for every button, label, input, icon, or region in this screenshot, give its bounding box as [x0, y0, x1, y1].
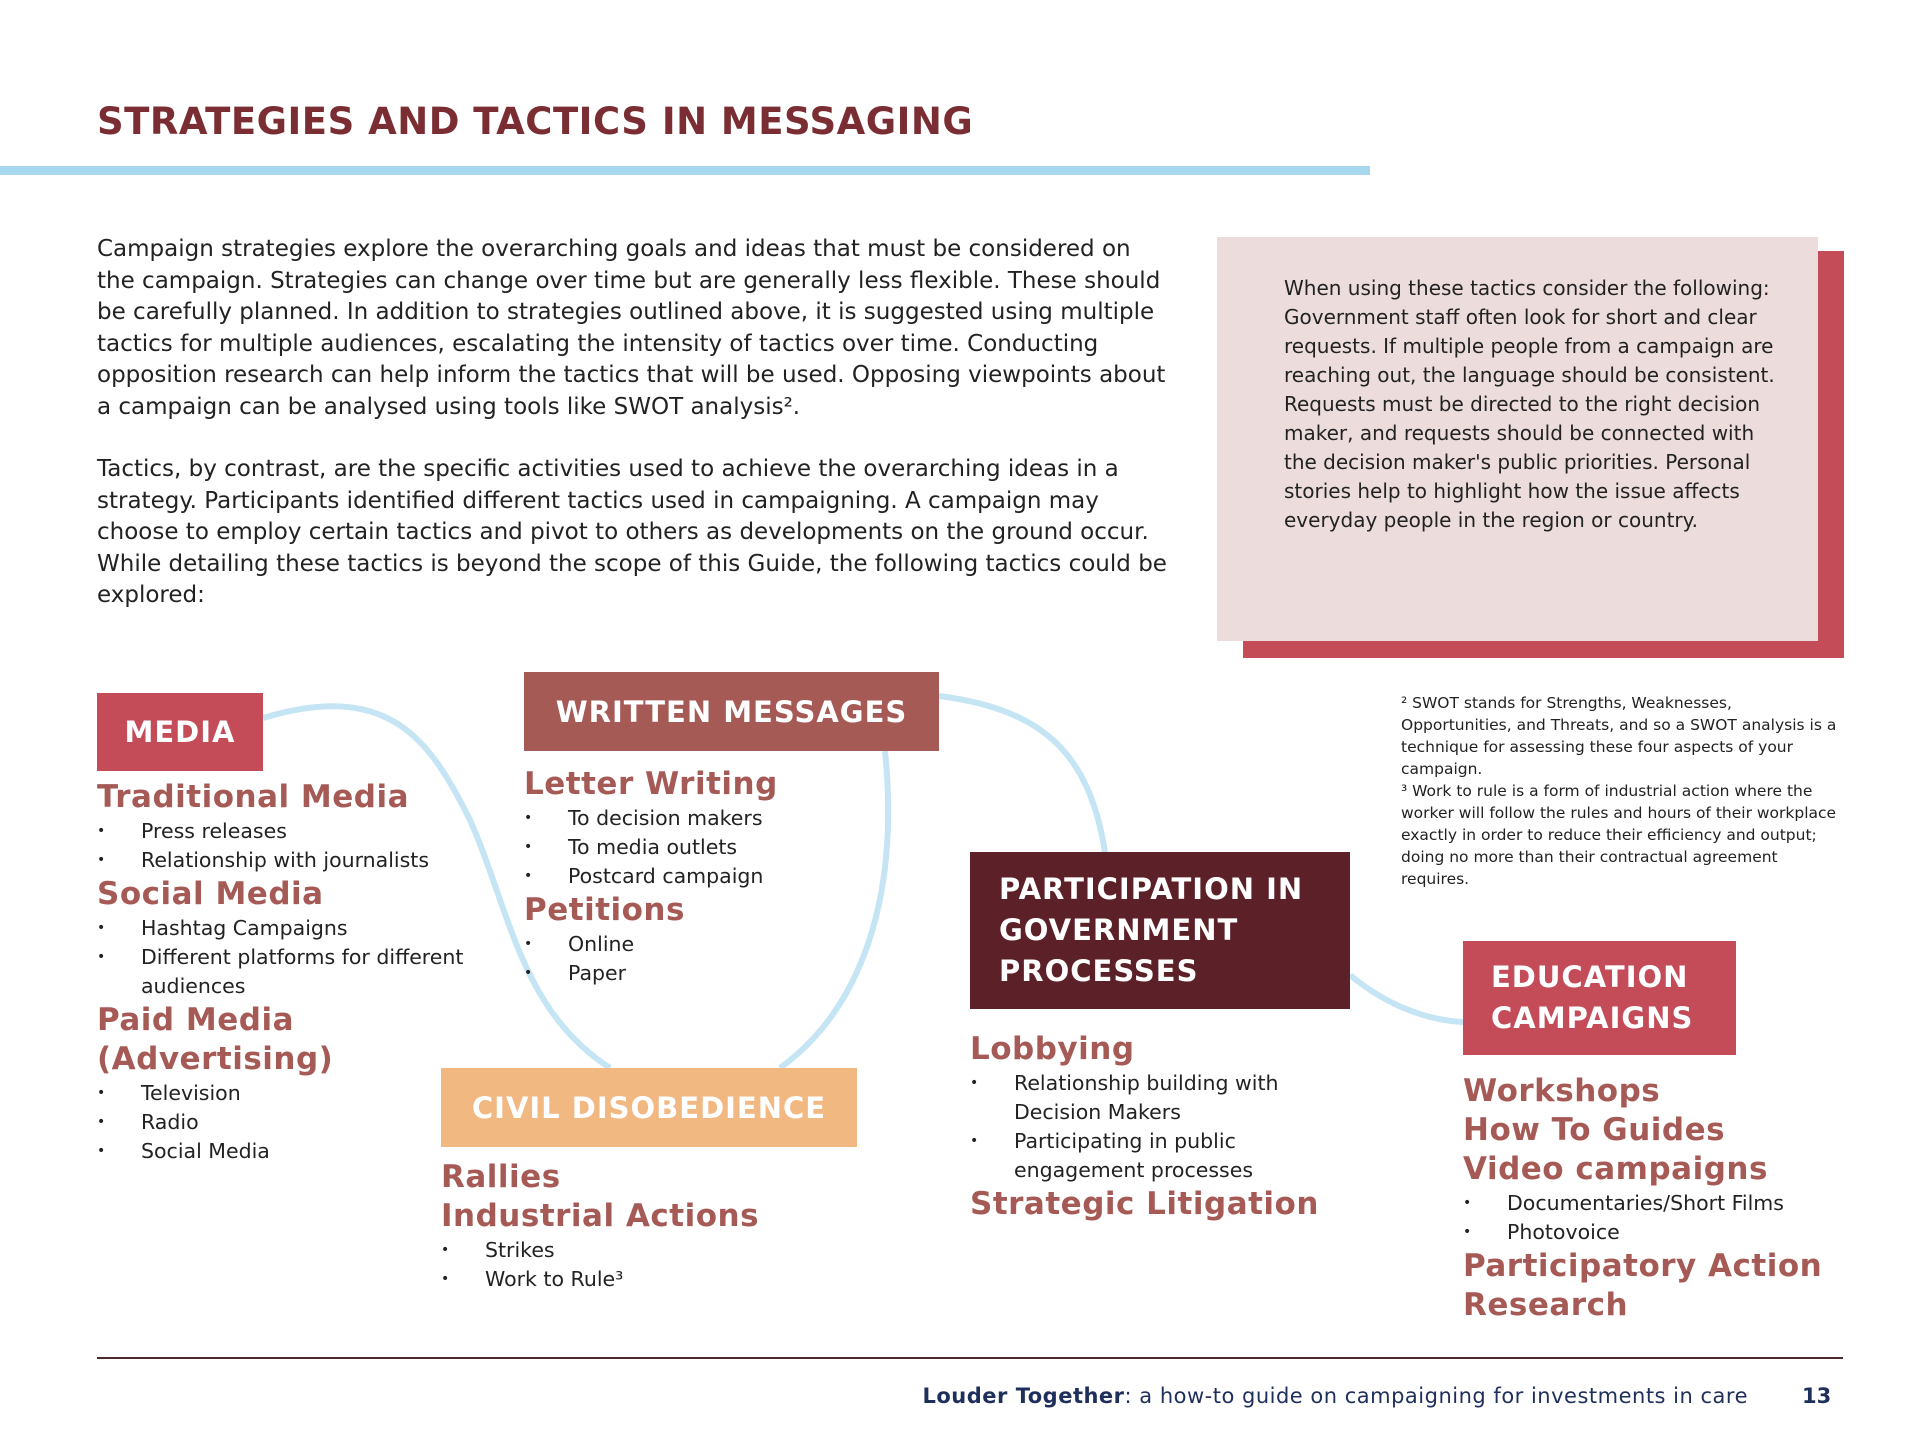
- education-section: [1463, 1072, 1863, 1325]
- footer-rule: [97, 1357, 1843, 1359]
- letter-writing-title: Letter Writing: [524, 766, 778, 802]
- participation-heading-line-2: GOVERNMENT: [999, 913, 1239, 947]
- list-item: • Relationship with journalists: [97, 846, 477, 875]
- list-item: • Relationship building with Decision Makers: [970, 1069, 1320, 1127]
- civil-disobedience-heading: CIVIL DISOBEDIENCE: [471, 1090, 827, 1125]
- video-campaigns-list: [1463, 1189, 1863, 1247]
- traditional-media-title: Traditional Media: [97, 779, 410, 815]
- footer-guide-subtitle: : a how-to guide on campaigning for investments in care: [1124, 1384, 1748, 1408]
- civil-disobedience-section: [441, 1158, 861, 1294]
- strategic-litigation-title: Strategic Litigation: [970, 1186, 1319, 1222]
- list-item: • Social Media: [97, 1137, 477, 1166]
- list-item: • Strikes: [441, 1236, 861, 1265]
- connector-written-participation: [939, 696, 1105, 852]
- footnote-2: ² SWOT stands for Strengths, Weaknesses, Opportunities, and Threats, and so a SWOT analysis is a technique for assessing these four aspects of your campaign.: [1401, 694, 1837, 778]
- video-campaigns-title: Video campaigns: [1463, 1151, 1768, 1187]
- list-item: • Press releases: [97, 817, 477, 846]
- social-media-list: [97, 914, 477, 1001]
- written-messages-section: [524, 765, 904, 988]
- petitions-list: [524, 930, 904, 988]
- media-box: [97, 693, 263, 771]
- list-item: • Paper: [524, 959, 904, 988]
- participation-heading-line-3: PROCESSES: [999, 954, 1199, 988]
- page-title: STRATEGIES AND TACTICS IN MESSAGING: [97, 100, 974, 143]
- list-item: • Work to Rule³: [441, 1265, 861, 1294]
- participation-section: [970, 1030, 1320, 1224]
- footer-guide-title: [923, 1384, 1749, 1408]
- list-item: • Online: [524, 930, 904, 959]
- education-heading-line-2: CAMPAIGNS: [1491, 1001, 1694, 1035]
- connector-participation-education: [1350, 975, 1463, 1022]
- letter-writing-list: [524, 804, 904, 891]
- list-item: • Different platforms for different audiences: [97, 943, 477, 1001]
- list-item: • Radio: [97, 1108, 477, 1137]
- how-to-guides-title: How To Guides: [1463, 1112, 1726, 1148]
- list-item: • To decision makers: [524, 804, 904, 833]
- media-heading: MEDIA: [124, 715, 236, 749]
- participatory-action-research-title: Participatory Action Research: [1463, 1248, 1823, 1323]
- list-item: • Documentaries/Short Films: [1463, 1189, 1863, 1218]
- participation-heading-line-1: PARTICIPATION IN: [999, 872, 1304, 906]
- footer-guide-name: Louder Together: [922, 1384, 1125, 1408]
- paid-media-list: [97, 1079, 477, 1166]
- lobbying-title: Lobbying: [970, 1031, 1135, 1067]
- written-messages-box: [524, 672, 939, 751]
- participation-box: [970, 852, 1350, 1009]
- education-box: [1463, 941, 1736, 1055]
- rallies-title: Rallies: [441, 1159, 561, 1195]
- list-item: • Participating in public engagement processes: [970, 1127, 1320, 1185]
- list-item: • To media outlets: [524, 833, 904, 862]
- social-media-title: Social Media: [97, 876, 324, 912]
- industrial-actions-title: Industrial Actions: [441, 1198, 760, 1234]
- paid-media-title: Paid Media (Advertising): [97, 1002, 334, 1077]
- traditional-media-list: [97, 817, 477, 875]
- list-item: • Television: [97, 1079, 477, 1108]
- civil-disobedience-box: [441, 1068, 857, 1147]
- lobbying-list: [970, 1069, 1320, 1185]
- written-messages-heading: WRITTEN MESSAGES: [555, 694, 908, 729]
- petitions-title: Petitions: [524, 892, 685, 928]
- education-heading-line-1: EDUCATION: [1491, 960, 1689, 994]
- callout-box: When using these tactics consider the following: Government staff often look for short and clear requests. If multiple people from a campaign are reaching out, the language should be consistent. Requests must be directed to the right decision maker, and requests should be connected with the decision maker's public priorities. Personal stories help to highlight how the issue affects everyday people in the region or country.: [1217, 237, 1818, 641]
- page-number: 13: [1802, 1384, 1832, 1408]
- industrial-actions-list: [441, 1236, 861, 1294]
- media-section: [97, 778, 477, 1166]
- intro-paragraph-1: Campaign strategies explore the overarching goals and ideas that must be considered on the campaign. Strategies can change over time but are generally less flexible. These should be carefully planned. In addition to strategies outlined above, it is suggested using multiple tactics for multiple audiences, escalating the intensity of tactics over time. Conducting opposition research can help inform the tactics that will be used. Opposing viewpoints about a campaign can be analysed using tools like SWOT analysis²: [97, 236, 1166, 420]
- list-item: • Photovoice: [1463, 1218, 1863, 1247]
- intro-paragraph-2: Tactics, by contrast, are the specific activities used to achieve the overarching ideas in a strategy. Participants identified different tactics used in campaigning. A campaign may choose to employ certain tactics and pivot to others as developments on the ground occur. While detailing these tactics is beyond the scope of this Guide, the following tactics could be explored:: [97, 456, 1167, 608]
- list-item: • Postcard campaign: [524, 862, 904, 891]
- footnote-3: ³ Work to rule is a form of industrial action where the worker will follow the rules and hours of their workplace exactly in order to reduce their efficiency and output; doing no more than their contractual agreement requires.: [1401, 782, 1837, 888]
- list-item: • Hashtag Campaigns: [97, 914, 477, 943]
- workshops-title: Workshops: [1463, 1073, 1661, 1109]
- intro-paragraph: Campaign strategies explore the overarching goals and ideas that must be considered on the campaign. Strategies can change over time but are generally less flexible. These should be carefully planned. In addition to strategies outlined above, it is suggested using multiple tactics for multiple audiences, escalating the intensity of tactics over time. Conducting opposition research can help inform the tactics that will be used. Opposing viewpoints about a campaign can be analysed using tools like SWOT analysis².: [97, 236, 1166, 420]
